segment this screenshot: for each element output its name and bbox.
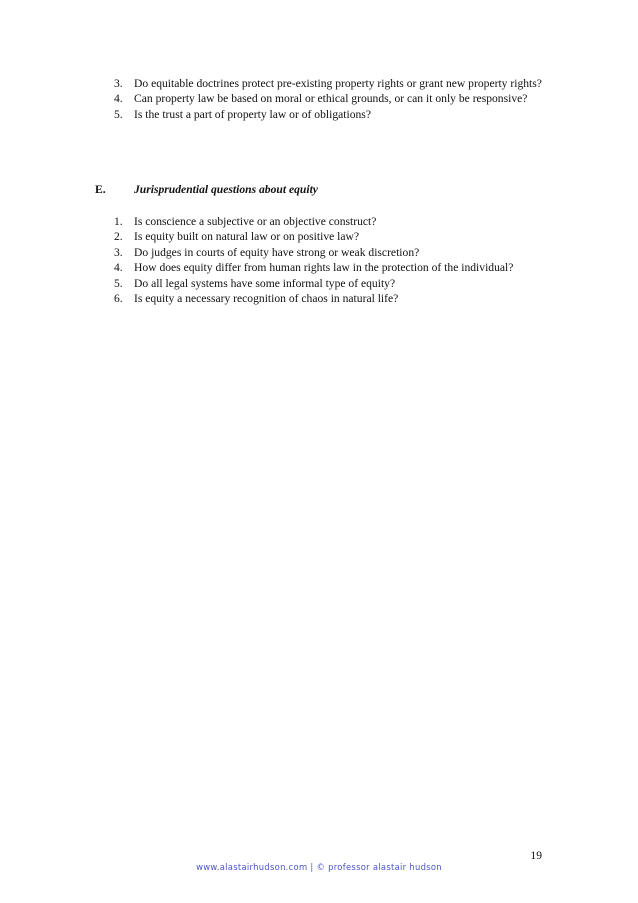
item-text: Do judges in courts of equity have strong or weak discretion?: [134, 245, 420, 259]
item-text: Do all legal systems have some informal type of equity?: [134, 276, 396, 290]
list-item: [114, 76, 542, 91]
item-text: Is equity built on natural law or on positive law?: [134, 230, 360, 244]
list-item: [114, 214, 542, 229]
list-item: [114, 229, 542, 244]
list-item: [114, 291, 542, 306]
item-number: 2.: [114, 230, 123, 244]
item-number: 4.: [114, 92, 123, 106]
page-number: 19: [530, 849, 542, 862]
item-text: Is equity a necessary recognition of chaos in natural life?: [134, 292, 399, 306]
item-number: 6.: [114, 292, 123, 306]
list-item: [114, 245, 542, 260]
section-title: Jurisprudential questions about equity: [134, 183, 318, 196]
list-item: [114, 260, 542, 275]
jurisprudential-questions-list: [114, 214, 542, 306]
item-text: Is the trust a part of property law or of obligations?: [134, 107, 371, 121]
item-text: Do equitable doctrines protect pre-existing property rights or grant new property rights?: [134, 77, 542, 90]
item-text: How does equity differ from human rights law in the protection of the individual?: [134, 261, 514, 275]
list-item: [114, 276, 542, 291]
item-number: 1.: [114, 215, 123, 228]
list-item: [114, 107, 542, 122]
footer-credit: www.alastairhudson.com | © professor alastair hudson: [196, 862, 442, 872]
item-text: Is conscience a subjective or an objective construct?: [134, 215, 377, 228]
item-number: 5.: [114, 276, 123, 290]
property-questions-list: [114, 76, 542, 122]
item-number: 3.: [114, 245, 123, 259]
item-number: 3.: [114, 77, 123, 90]
item-number: 5.: [114, 107, 123, 121]
item-text: Can property law be based on moral or ethical grounds, or can it only be responsive?: [134, 92, 528, 106]
section-letter: E.: [95, 183, 106, 196]
item-number: 4.: [114, 261, 123, 275]
list-item: [114, 91, 542, 106]
